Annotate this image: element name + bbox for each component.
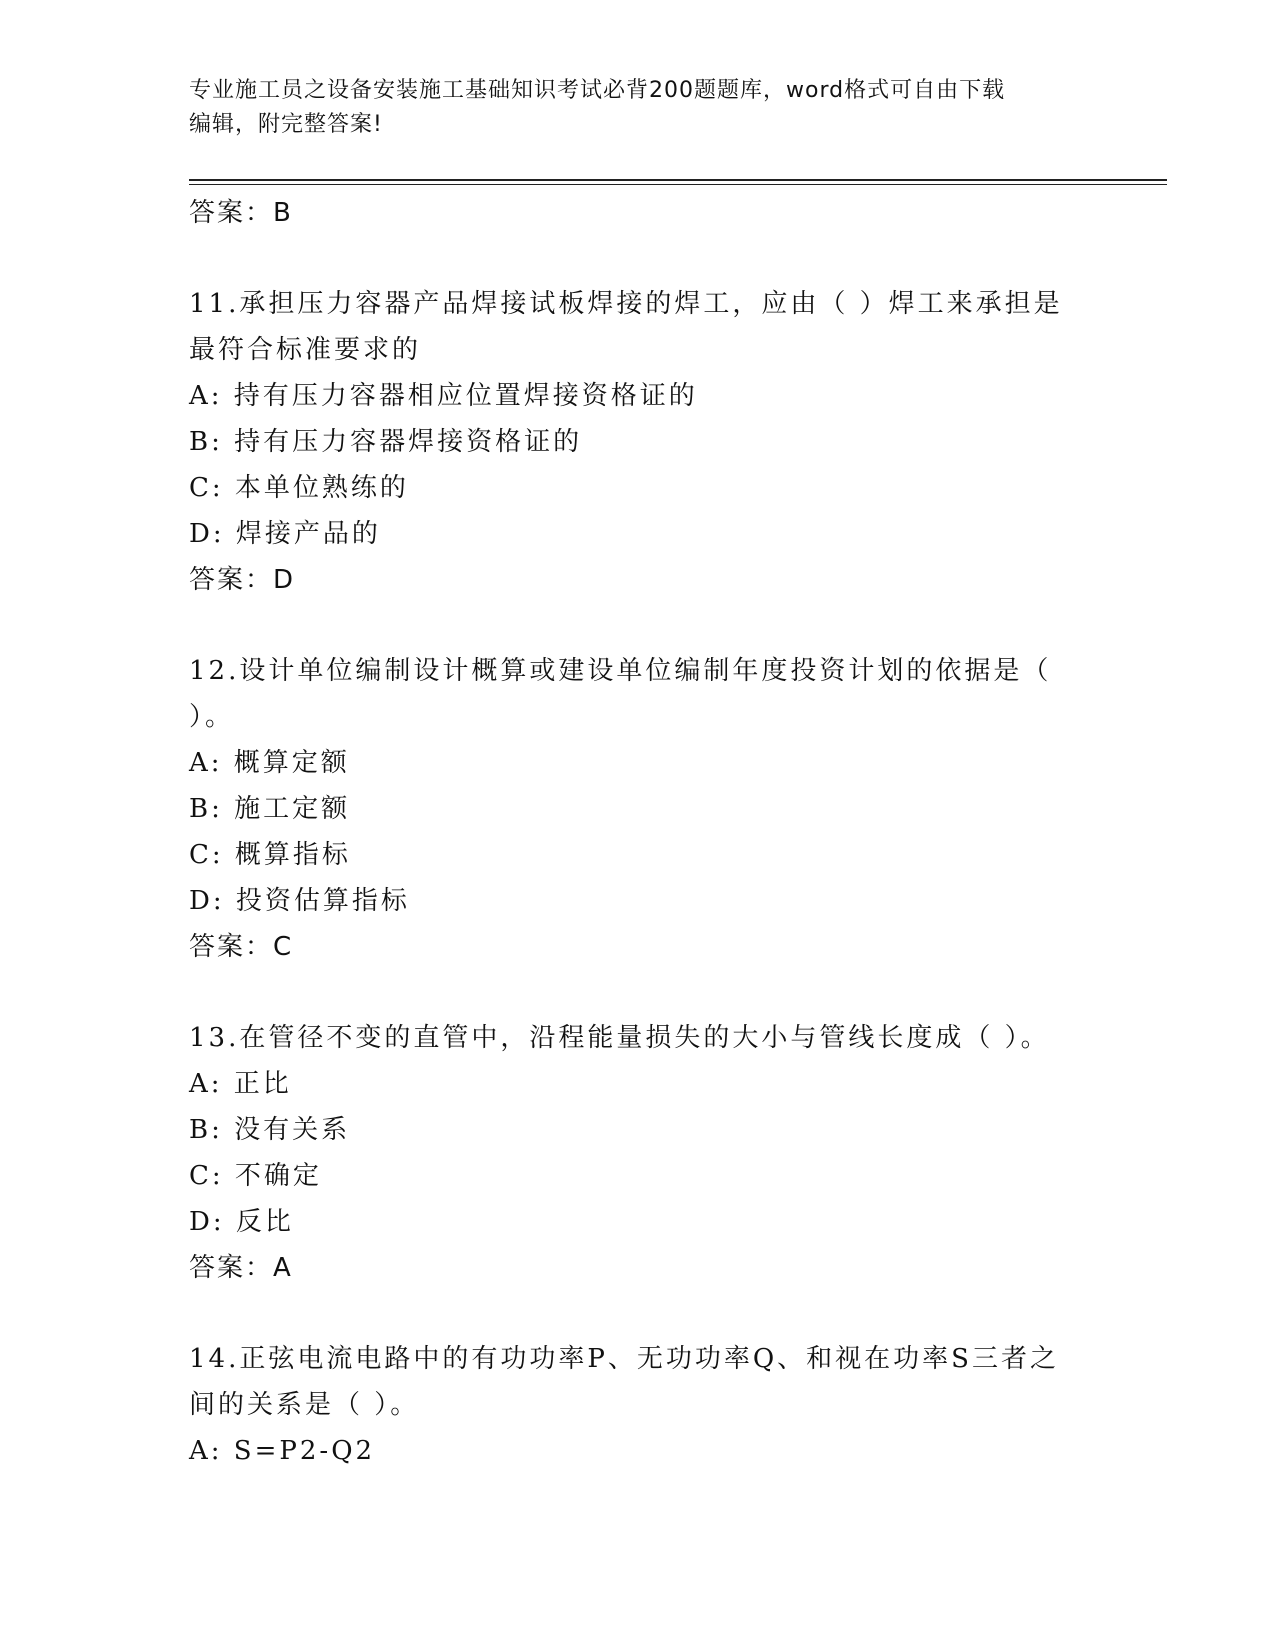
option-a: A: 概算定额 [189,748,350,778]
question-text-line: ）。 [189,702,235,732]
option-d: D: 焊接产品的 [189,519,381,549]
question-12 [189,648,1089,970]
option-d: D: 投资估算指标 [189,886,410,916]
question-14 [189,1336,1089,1474]
option-b: B: 持有压力容器焊接资格证的 [189,427,583,457]
option-d: D: 反比 [189,1207,294,1237]
answer-12: 答案：C [189,932,294,962]
question-text-line: 间的关系是（ ）。 [189,1390,420,1420]
header-divider-thick [189,179,1167,181]
option-a: A: S=P2-Q2 [189,1436,376,1466]
option-c: C: 概算指标 [189,840,351,870]
option-c: C: 本单位熟练的 [189,473,409,503]
question-text-line: 12.设计单位编制设计概算或建设单位编制年度投资计划的依据是（ [189,656,1052,686]
question-11 [189,281,1089,603]
option-b: B: 没有关系 [189,1115,351,1145]
question-13 [189,1015,1089,1291]
header-line-1: 专业施工员之设备安装施工基础知识考试必背200题题库，word格式可自由下载 [189,78,1006,103]
document-body [189,190,1089,1474]
question-text-line: 11.承担压力容器产品焊接试板焊接的焊工，应由（ ）焊工来承担是 [189,289,1063,319]
header-line-2: 编辑，附完整答案! [189,112,383,137]
header-divider-thin [189,184,1167,185]
answer-10: 答案：B [189,198,293,228]
question-text-line: 13.在管径不变的直管中，沿程能量损失的大小与管线长度成（ ）。 [189,1023,1050,1053]
document-header [189,74,1089,142]
question-text-line: 14.正弦电流电路中的有功功率P、无功功率Q、和视在功率S三者之 [189,1344,1059,1374]
question-text-line: 最符合标准要求的 [189,335,422,365]
answer-11: 答案：D [189,565,296,595]
option-b: B: 施工定额 [189,794,351,824]
answer-13: 答案：A [189,1253,293,1283]
option-a: A: 正比 [189,1069,292,1099]
option-c: C: 不确定 [189,1161,322,1191]
option-a: A: 持有压力容器相应位置焊接资格证的 [189,381,698,411]
